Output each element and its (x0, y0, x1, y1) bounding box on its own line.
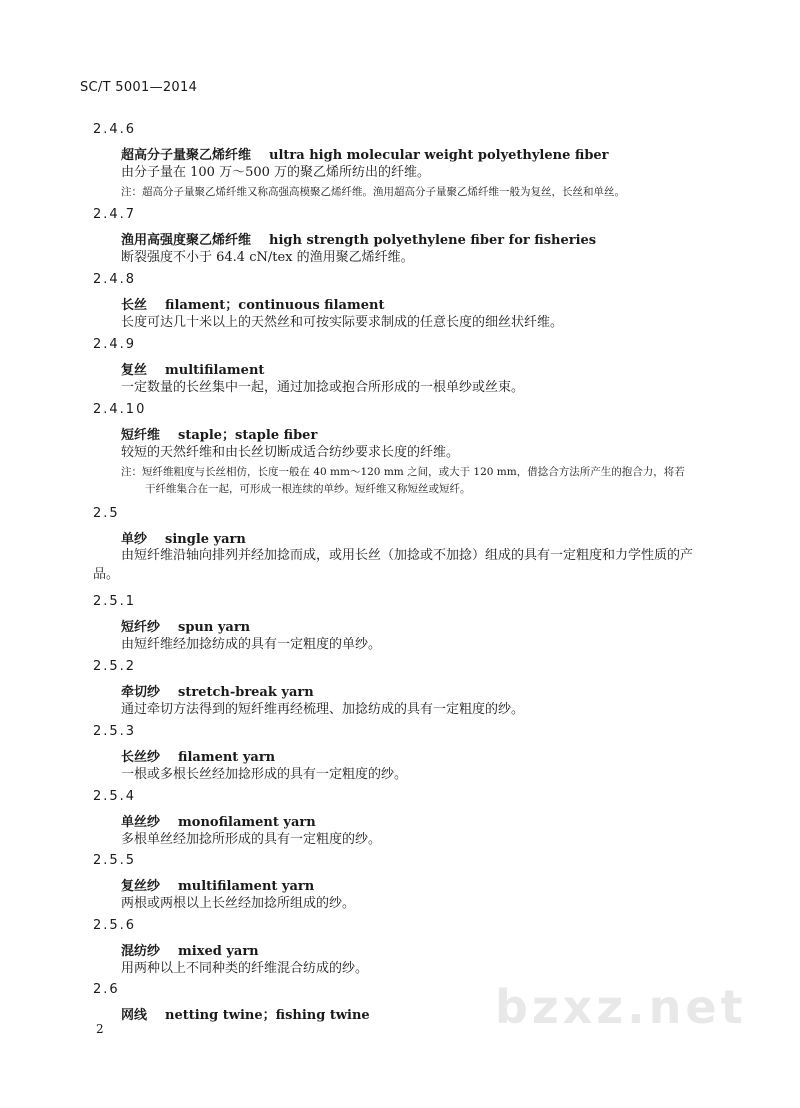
term-zh: 短纤维 (121, 428, 161, 443)
term-en: filament；continuous filament (165, 298, 385, 313)
term-zh: 复丝 (121, 363, 148, 378)
note-line-continued: 干纤维集合在一起，可形成一根连续的单纱。短纤维又称短丝或短纤。 (145, 483, 471, 495)
term-zh: 长丝 (121, 298, 148, 313)
watermark: bzxz.net (495, 980, 747, 1034)
standard-code: SC/T 5001—2014 (80, 80, 198, 95)
term-zh: 超高分子量聚乙烯纤维 (121, 148, 252, 163)
definition: 较短的天然纤维和由长丝切断成适合纺纱要求长度的纤维。 (121, 445, 460, 460)
term-zh: 混纺纱 (121, 944, 161, 959)
clause-number: 2.5.1 (93, 594, 137, 609)
clause-number: 2.4.9 (93, 337, 137, 352)
term-en: high strength polyethylene fiber for fisheries (269, 233, 597, 248)
term-heading (121, 746, 275, 765)
note (121, 464, 721, 498)
term-heading (121, 940, 259, 959)
page-number: 2 (96, 1022, 104, 1036)
note: 注：超高分子量聚乙烯纤维又称高强高模聚乙烯纤维。渔用超高分子量聚乙烯纤维一般为复丝，长丝和单丝。 (121, 186, 625, 198)
term-heading (121, 1004, 370, 1023)
clause-number: 2.4.8 (93, 272, 137, 287)
definition: 两根或两根以上长丝经加捻所组成的纱。 (121, 896, 356, 911)
clause-number: 2.5.2 (93, 659, 137, 674)
definition: 断裂强度不小于 64.4 cN/tex 的渔用聚乙烯纤维。 (121, 250, 414, 265)
definition: 一定数量的长丝集中一起，通过加捻或抱合所形成的一根单纱或丝束。 (121, 380, 525, 395)
term-heading (121, 229, 596, 248)
term-en: multifilament yarn (178, 879, 315, 894)
term-heading (121, 528, 246, 547)
clause-number: 2.4.10 (93, 402, 147, 417)
definition: 由分子量在 100 万～500 万的聚乙烯所纺出的纤维。 (121, 165, 431, 180)
clause-number: 2.5.6 (93, 918, 137, 933)
definition: 用两种以上不同种类的纤维混合纺成的纱。 (121, 961, 369, 976)
term-zh: 长丝纱 (121, 750, 161, 765)
term-en: multifilament (165, 363, 265, 378)
term-heading (121, 424, 317, 443)
definition: 由短纤维沿轴向排列并经加捻而成，或用长丝（加捻或不加捻）组成的具有一定粗度和力学性质的产品。 (93, 548, 694, 582)
clause-number: 2.5.3 (93, 724, 137, 739)
definition: 多根单丝经加捻所形成的具有一定粗度的纱。 (121, 832, 382, 847)
clause-number: 2.5 (93, 506, 120, 521)
term-heading (121, 144, 609, 163)
term-en: ultra high molecular weight polyethylene fiber (269, 148, 609, 163)
term-zh: 复丝纱 (121, 879, 161, 894)
term-heading (121, 681, 314, 700)
term-heading (121, 359, 264, 378)
clause-number: 2.4.6 (93, 122, 137, 137)
term-zh: 单丝纱 (121, 815, 161, 830)
term-en: spun yarn (178, 620, 251, 635)
definition: 通过牵切方法得到的短纤维再经梳理、加捻纺成的具有一定粗度的纱。 (121, 702, 525, 717)
term-heading (121, 875, 314, 894)
clause-number: 2.5.5 (93, 853, 137, 868)
term-en: filament yarn (178, 750, 276, 765)
term-en: mixed yarn (178, 944, 259, 959)
term-en: netting twine；fishing twine (165, 1008, 370, 1023)
term-zh: 牵切纱 (121, 685, 161, 700)
term-zh: 渔用高强度聚乙烯纤维 (121, 233, 252, 248)
term-heading (121, 616, 250, 635)
term-zh: 单纱 (121, 532, 148, 547)
term-en: monofilament yarn (178, 815, 316, 830)
term-heading (121, 811, 316, 830)
term-en: staple；staple fiber (178, 428, 318, 443)
term-zh: 网线 (121, 1008, 148, 1023)
definition: 长度可达几十米以上的天然丝和可按实际要求制成的任意长度的细丝状纤维。 (121, 315, 564, 330)
note-line: 注：短纤维粗度与长丝相仿，长度一般在 40 mm～120 mm 之间，或大于 120 mm，借捻合方法所产生的抱合力，将若 (121, 466, 685, 478)
term-en: single yarn (165, 532, 246, 547)
clause-number: 2.6 (93, 982, 120, 997)
term-heading (121, 294, 384, 313)
term-en: stretch-break yarn (178, 685, 314, 700)
definition: 由短纤维经加捻纺成的具有一定粗度的单纱。 (121, 637, 382, 652)
clause-number: 2.4.7 (93, 207, 137, 222)
term-zh: 短纤纱 (121, 620, 161, 635)
definition: 一根或多根长丝经加捻形成的具有一定粗度的纱。 (121, 767, 408, 782)
clause-number: 2.5.4 (93, 789, 137, 804)
